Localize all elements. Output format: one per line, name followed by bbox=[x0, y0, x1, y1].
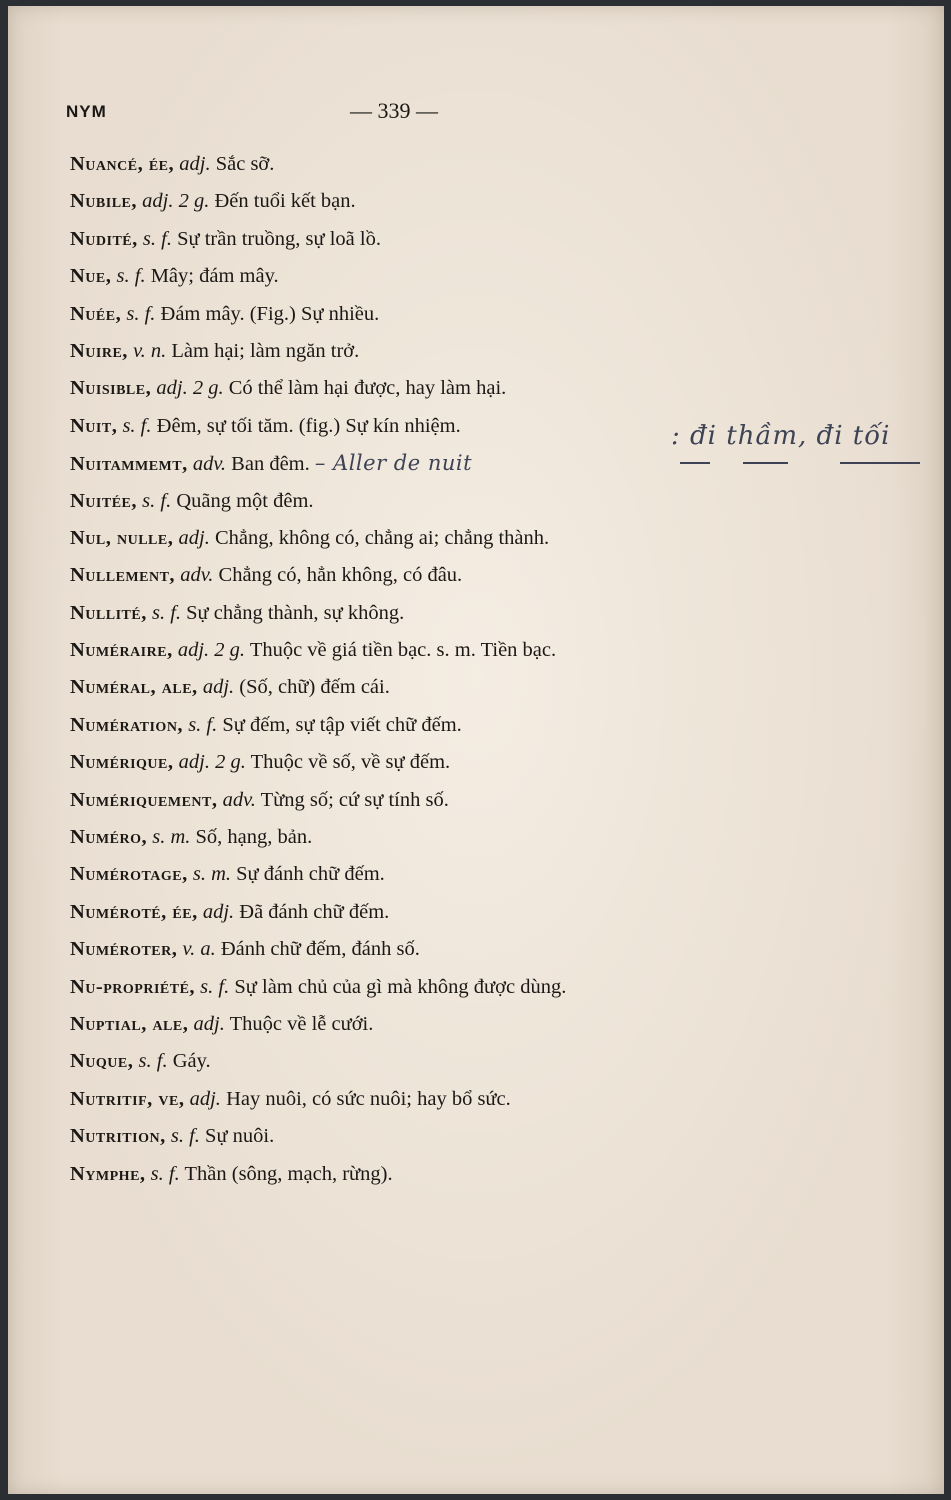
dictionary-entry bbox=[70, 557, 870, 594]
entry-definition: Chẳng có, hẳn không, có đâu. bbox=[218, 564, 463, 587]
entry-headword: Numéroté, ée, bbox=[70, 900, 198, 923]
entry-definition: Sự làm chủ của gì mà không được dùng. bbox=[234, 975, 567, 998]
dictionary-entry bbox=[70, 782, 870, 819]
entry-headword: Numéroter, bbox=[70, 938, 178, 961]
entry-definition: Số, hạng, bản. bbox=[195, 826, 313, 849]
entry-grammar: s. f. bbox=[200, 975, 230, 998]
entry-definition: Từng số; cứ sự tính số. bbox=[260, 788, 449, 811]
dictionary-page bbox=[8, 6, 944, 1494]
dictionary-entry bbox=[70, 296, 870, 333]
note-underline bbox=[840, 462, 920, 464]
entry-definition: Thuộc về giá tiền bạc. s. m. Tiền bạc. bbox=[249, 639, 557, 662]
entry-headword: Nullité, bbox=[70, 601, 147, 624]
entry-grammar: v. a. bbox=[182, 938, 216, 961]
entry-grammar: adj. 2 g. bbox=[156, 377, 224, 400]
page-header bbox=[66, 98, 486, 132]
entry-definition: Gáy. bbox=[172, 1050, 211, 1073]
entry-headword: Nuisible, bbox=[70, 377, 152, 400]
entry-definition: Sắc sỡ. bbox=[215, 153, 275, 175]
entry-definition: Ban đêm. bbox=[231, 453, 310, 476]
entry-grammar: adj. bbox=[202, 900, 235, 923]
dictionary-entry bbox=[70, 1081, 870, 1118]
entry-grammar: s. f. bbox=[142, 489, 172, 512]
entry-headword: Nuée, bbox=[70, 302, 122, 325]
note-underline bbox=[743, 462, 788, 464]
entry-headword: Nuancé, ée, bbox=[70, 153, 175, 175]
entry-headword: Nubile, bbox=[70, 190, 138, 213]
entry-grammar: adj. bbox=[193, 1012, 225, 1035]
entry-definition: Làm hại; làm ngăn trở. bbox=[171, 339, 360, 362]
entry-grammar: s. f. bbox=[122, 414, 152, 437]
dictionary-entry bbox=[70, 483, 870, 520]
entry-definition: (Số, chữ) đếm cái. bbox=[239, 676, 390, 699]
entry-definition: Sự nuôi. bbox=[205, 1125, 275, 1148]
entry-headword: Numération, bbox=[70, 713, 184, 736]
entry-definition: Hay nuôi, có sức nuôi; hay bổ sức. bbox=[226, 1087, 511, 1110]
entry-headword: Nuptial, ale, bbox=[70, 1012, 189, 1035]
entry-headword: Numéro, bbox=[70, 826, 148, 849]
entry-headword: Nutritif, ve, bbox=[70, 1087, 185, 1110]
dictionary-entry bbox=[70, 856, 870, 893]
entry-definition: Đánh chữ đếm, đánh số. bbox=[220, 938, 420, 961]
entry-definition: Thần (sông, mạch, rừng). bbox=[184, 1162, 393, 1185]
entry-headword: Nutrition, bbox=[70, 1125, 166, 1148]
entry-definition: Đến tuổi kết bạn. bbox=[214, 190, 356, 213]
entry-grammar: s. f. bbox=[126, 302, 156, 325]
dictionary-entry bbox=[70, 744, 870, 781]
dictionary-entry bbox=[70, 1006, 870, 1043]
entry-headword: Nullement, bbox=[70, 564, 176, 587]
entry-headword: Numériquement, bbox=[70, 788, 218, 811]
dictionary-entry bbox=[70, 370, 870, 407]
entry-grammar: s. m. bbox=[192, 863, 232, 886]
entry-list bbox=[70, 146, 870, 1193]
entry-headword: Numérique, bbox=[70, 751, 174, 774]
entry-definition: Đã đánh chữ đếm. bbox=[239, 900, 390, 923]
entry-grammar: s. m. bbox=[152, 826, 191, 849]
dictionary-entry bbox=[70, 595, 870, 632]
dictionary-entry bbox=[70, 819, 870, 856]
entry-definition: Đám mây. (Fig.) Sự nhiều. bbox=[160, 302, 380, 325]
dictionary-entry bbox=[70, 707, 870, 744]
entry-grammar: adj. bbox=[202, 676, 235, 699]
entry-headword: Nu-propriété, bbox=[70, 975, 196, 998]
dictionary-entry bbox=[70, 183, 870, 220]
entry-headword: Nue, bbox=[70, 265, 112, 288]
entry-definition: Quãng một đêm. bbox=[176, 489, 314, 512]
entry-grammar: adv. bbox=[222, 788, 256, 811]
entry-grammar: adj. bbox=[179, 153, 211, 175]
dictionary-entry bbox=[70, 258, 870, 295]
dictionary-entry bbox=[70, 146, 870, 183]
entry-definition: Sự chẳng thành, sự không. bbox=[186, 601, 405, 624]
entry-headword: Nuit, bbox=[70, 414, 118, 437]
entry-definition: Có thể làm hại được, hay làm hại. bbox=[228, 377, 507, 400]
page-number: — 339 — bbox=[350, 98, 438, 123]
entry-grammar: adj. bbox=[189, 1087, 221, 1110]
dictionary-entry bbox=[70, 1156, 870, 1193]
entry-headword: Nuque, bbox=[70, 1050, 134, 1073]
entry-definition: Thuộc về số, về sự đếm. bbox=[250, 751, 451, 774]
entry-definition: Mây; đám mây. bbox=[150, 265, 279, 288]
entry-headword: Nuitée, bbox=[70, 489, 138, 512]
dictionary-entry bbox=[70, 1118, 870, 1155]
running-head: NYM bbox=[66, 102, 107, 121]
entry-headword: Nuitammemt, bbox=[70, 453, 188, 476]
entry-grammar: s. f. bbox=[151, 601, 182, 624]
entry-grammar: s. f. bbox=[150, 1162, 180, 1185]
entry-headword: Nuire, bbox=[70, 339, 128, 362]
entry-headword: Numéral, ale, bbox=[70, 676, 198, 699]
dictionary-entry bbox=[70, 969, 870, 1006]
dictionary-entry bbox=[70, 1043, 870, 1080]
entry-grammar: adj. bbox=[178, 526, 210, 549]
entry-definition: Thuộc về lễ cưới. bbox=[229, 1012, 374, 1035]
entry-definition: Sự đánh chữ đếm. bbox=[236, 863, 385, 886]
dictionary-entry bbox=[70, 520, 870, 557]
dictionary-entry bbox=[70, 221, 870, 258]
entry-definition: Sự đếm, sự tập viết chữ đếm. bbox=[222, 713, 462, 736]
entry-grammar: v. n. bbox=[133, 339, 167, 362]
entry-grammar: adj. 2 g. bbox=[142, 190, 210, 213]
dictionary-entry bbox=[70, 632, 870, 669]
handwritten-margin-note: : đi thầm, đi tối bbox=[671, 421, 891, 451]
entry-headword: Numéraire, bbox=[70, 639, 173, 662]
entry-headword: Nul, nulle, bbox=[70, 526, 174, 549]
dictionary-entry bbox=[70, 931, 870, 968]
handwritten-note: – Aller de nuit bbox=[314, 451, 473, 476]
entry-headword: Numérotage, bbox=[70, 863, 188, 886]
entry-grammar: s. f. bbox=[116, 265, 146, 288]
entry-grammar: adj. 2 g. bbox=[178, 751, 246, 774]
entry-grammar: s. f. bbox=[188, 713, 218, 736]
entry-grammar: adv. bbox=[192, 453, 227, 476]
entry-grammar: s. f. bbox=[142, 227, 172, 250]
dictionary-entry bbox=[70, 333, 870, 370]
dictionary-entry bbox=[70, 894, 870, 931]
entry-grammar: s. f. bbox=[170, 1125, 200, 1148]
entry-definition: Đêm, sự tối tăm. (fig.) Sự kín nhiệm. bbox=[156, 414, 461, 437]
entry-grammar: s. f. bbox=[138, 1050, 168, 1073]
entry-definition: Sự trần truồng, sự loã lồ. bbox=[177, 227, 381, 250]
entry-definition: Chẳng, không có, chẳng ai; chẳng thành. bbox=[214, 526, 550, 549]
note-underline bbox=[680, 462, 710, 464]
entry-grammar: adv. bbox=[180, 564, 214, 587]
entry-grammar: adj. 2 g. bbox=[177, 639, 246, 662]
dictionary-entry bbox=[70, 669, 870, 706]
entry-headword: Nymphe, bbox=[70, 1162, 146, 1185]
entry-headword: Nudité, bbox=[70, 227, 138, 250]
